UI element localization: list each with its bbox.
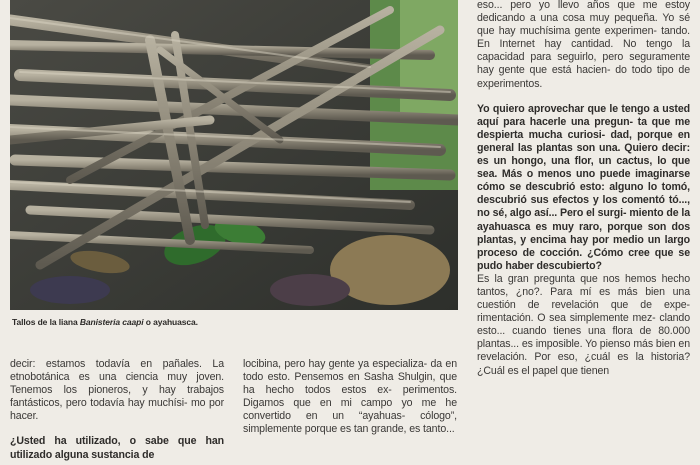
photo-caption: Tallos de la liana Banisteria caapi o ayahuasca. [12, 317, 198, 327]
interview-question: ¿Usted ha utilizado, o sabe que han utilizado alguna sustancia de [10, 435, 224, 461]
middle-paragraph: locibina, pero hay gente ya especializa- da en todo esto. Pensemos en Sasha Shulgin, que ha hecho todos estos ex- perimentos. Digamos que en mi campo yo me he convertido en un “ayahuas- cólogo”, simplemente porque es tan grande, es tanto... [243, 358, 458, 436]
ayahuasca-photo [10, 0, 458, 310]
left-column [10, 358, 224, 462]
interview-question-ayahuasca: Yo quiero aprovechar que le tengo a usted aquí para hacerle una pregun- ta que me despierta mucha curiosi- dad, porque en general las plantas son una. Quiero decir: es un hongo, una flor, un cactus, lo que sea. Más o menos uno puede imaginarse cómo se descubrió esto: alguno lo tomó, descubrió sus efectos y los comentó tó..., no sé, algo así... Pero el surgi- miento de la ayahuasca es muy raro, porque son dos plantas, y encima hay por medio un largo proceso de cocción. ¿Cómo cree que se pudo haber descubierto? [477, 102, 691, 272]
middle-column [243, 358, 457, 437]
left-paragraph: decir: estamos todavía en pañales. La etnobotánica es una ciencia muy joven. Tenemos los pioneros, y hay trabajos fantásticos, pero todavía hay muchísi- mo por hacer. [10, 358, 225, 423]
interview-answer: Es la gran pregunta que nos hemos hecho tantos, ¿no?. Para mí es más bien una cuestión de revelación que de expe- rimentación. O sea simplemente mez- clando esto... cuando tienes una flora de 80.000 plantas... es imposible. Yo pienso más bien en revelación. Por eso, ¿cuál es la historia? ¿Cuál es el papel que tienen [477, 272, 691, 377]
species-name: Banisteria caapi [79, 317, 144, 327]
right-paragraph-1: eso... pero yo llevo años que me estoy dedicando a una cosa muy pequeña. Yo sé que hay muchísima gente experimen- tando. En Internet hay cantidad. No tengo la capacidad para seguirlo, pero seguramente hay gente que está hacien- do todo tipo de experimentos. [477, 0, 691, 90]
right-column [477, 0, 690, 378]
